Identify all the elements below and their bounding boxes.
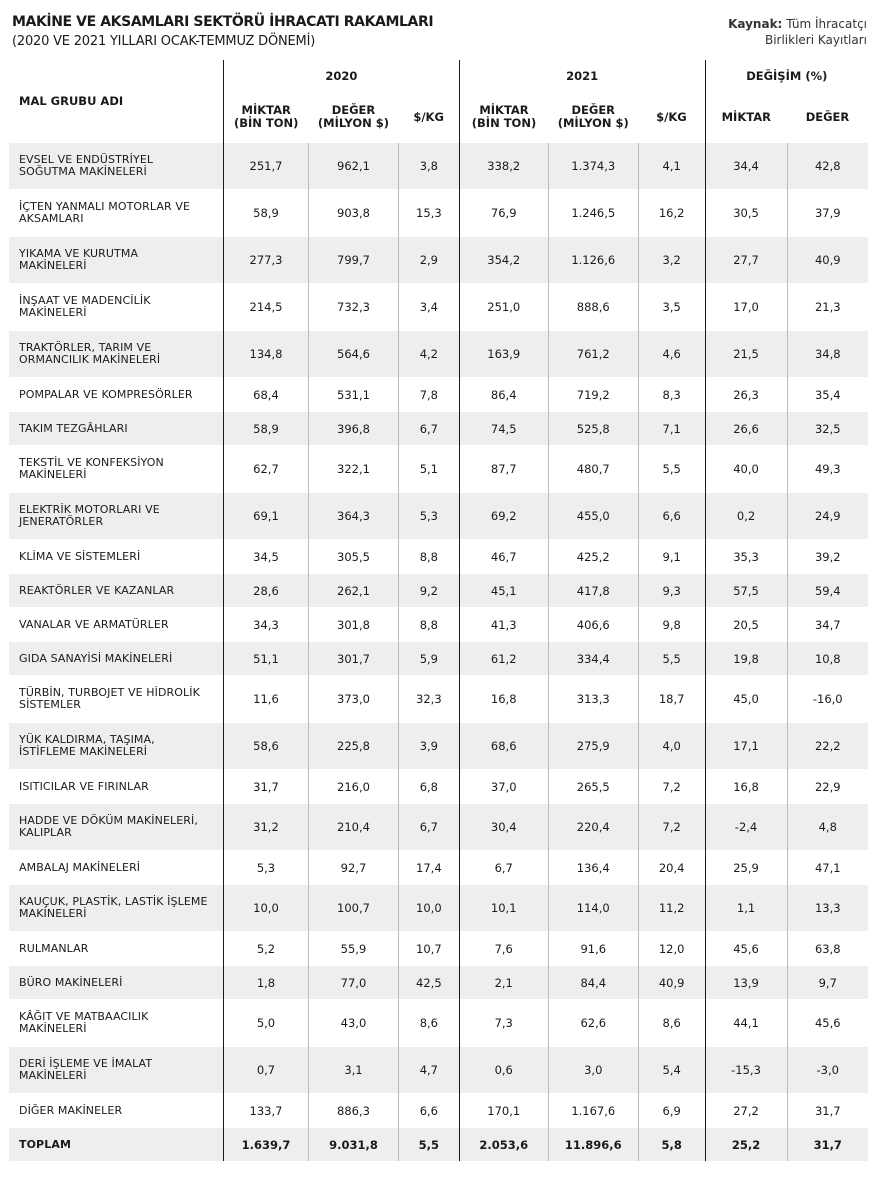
cell-d20: 799,7 xyxy=(308,237,398,284)
cell-d21: 425,2 xyxy=(548,540,638,574)
cell-d21: 62,6 xyxy=(548,1000,638,1047)
cell-d21: 1.167,6 xyxy=(548,1094,638,1128)
table-row xyxy=(9,885,868,932)
cell-cm: 57,5 xyxy=(705,574,787,608)
cell-m21: 76,9 xyxy=(459,190,548,237)
source-label: Kaynak: xyxy=(728,17,783,31)
cell-k21: 5,4 xyxy=(638,1047,705,1094)
cell-cd: 34,8 xyxy=(787,331,868,378)
cell-cd: 13,3 xyxy=(787,885,868,932)
cell-cm: 13,9 xyxy=(705,966,787,1000)
cell-cm: 16,8 xyxy=(705,770,787,804)
cell-cd: 24,9 xyxy=(787,493,868,540)
export-table xyxy=(9,60,868,1161)
cell-m20: 58,9 xyxy=(223,190,308,237)
cell-d21: 220,4 xyxy=(548,804,638,851)
cell-cm: 45,6 xyxy=(705,932,787,966)
cell-m20: 134,8 xyxy=(223,331,308,378)
cell-k20: 42,5 xyxy=(399,966,460,1000)
cell-d20: 364,3 xyxy=(308,493,398,540)
cell-cm: 26,6 xyxy=(705,412,787,446)
cell-k21: 8,3 xyxy=(638,378,705,412)
cell-m21: 10,1 xyxy=(459,885,548,932)
row-name: VANALAR VE ARMATÜRLER xyxy=(9,608,223,642)
table-row xyxy=(9,770,868,804)
cell-k20: 10,7 xyxy=(399,932,460,966)
row-name: POMPALAR VE KOMPRESÖRLER xyxy=(9,378,223,412)
cell-d20: 903,8 xyxy=(308,190,398,237)
cell-cm: -2,4 xyxy=(705,804,787,851)
cell-m21: 170,1 xyxy=(459,1094,548,1128)
cell-d21: 313,3 xyxy=(548,676,638,723)
cell-d20: 262,1 xyxy=(308,574,398,608)
cell-k21: 9,8 xyxy=(638,608,705,642)
cell-d21: 334,4 xyxy=(548,642,638,676)
cell-k20: 10,0 xyxy=(399,885,460,932)
cell-m20: 34,5 xyxy=(223,540,308,574)
cell-cd: 9,7 xyxy=(787,966,868,1000)
table-row xyxy=(9,190,868,237)
table-row xyxy=(9,642,868,676)
cell-d20: 210,4 xyxy=(308,804,398,851)
cell-cm: 17,1 xyxy=(705,723,787,770)
cell-k20: 8,8 xyxy=(399,540,460,574)
cell-d20: 564,6 xyxy=(308,331,398,378)
cell-cm: 1,1 xyxy=(705,885,787,932)
column-header-deger-2020: DEĞER (MİLYON $) xyxy=(317,103,390,130)
cell-d20: 92,7 xyxy=(308,851,398,885)
cell-cd: 22,9 xyxy=(787,770,868,804)
cell-cm: 17,0 xyxy=(705,284,787,331)
cell-k21: 4,0 xyxy=(638,723,705,770)
cell-cm: 35,3 xyxy=(705,540,787,574)
cell-d21: 761,2 xyxy=(548,331,638,378)
cell-cm: 21,5 xyxy=(705,331,787,378)
cell-d20: 396,8 xyxy=(308,412,398,446)
cell-k20: 3,8 xyxy=(399,143,460,190)
cell-d20: 373,0 xyxy=(308,676,398,723)
cell-k21: 7,2 xyxy=(638,770,705,804)
cell-m21: 61,2 xyxy=(459,642,548,676)
cell-k21: 9,1 xyxy=(638,540,705,574)
cell-cd: 47,1 xyxy=(787,851,868,885)
cell-d21: 719,2 xyxy=(548,378,638,412)
cell-k20: 6,7 xyxy=(399,804,460,851)
cell-cd: 10,8 xyxy=(787,642,868,676)
cell-cd: 39,2 xyxy=(787,540,868,574)
cell-cd: 63,8 xyxy=(787,932,868,966)
table-row xyxy=(9,378,868,412)
row-name: DİĞER MAKİNELER xyxy=(9,1094,223,1128)
total-cm: 25,2 xyxy=(705,1128,787,1162)
source-line2: Birlikleri Kayıtları xyxy=(764,33,867,47)
cell-k21: 5,5 xyxy=(638,642,705,676)
cell-m21: 7,3 xyxy=(459,1000,548,1047)
cell-cd: 32,5 xyxy=(787,412,868,446)
table-row xyxy=(9,851,868,885)
row-name: AMBALAJ MAKİNELERİ xyxy=(9,851,223,885)
cell-m21: 37,0 xyxy=(459,770,548,804)
cell-m21: 45,1 xyxy=(459,574,548,608)
cell-k20: 9,2 xyxy=(399,574,460,608)
cell-d21: 1.374,3 xyxy=(548,143,638,190)
column-header-perkg-2021: $/KG xyxy=(656,109,687,124)
row-name: TRAKTÖRLER, TARIM VE ORMANCILIK MAKİNELERİ xyxy=(9,331,223,378)
cell-k20: 3,9 xyxy=(399,723,460,770)
cell-cd: -16,0 xyxy=(787,676,868,723)
column-header-miktar-2021: MİKTAR (BİN TON) xyxy=(459,92,548,143)
table-row xyxy=(9,284,868,331)
cell-d21: 1.126,6 xyxy=(548,237,638,284)
table-row xyxy=(9,143,868,190)
cell-m20: 28,6 xyxy=(223,574,308,608)
cell-d20: 3,1 xyxy=(308,1047,398,1094)
cell-d20: 55,9 xyxy=(308,932,398,966)
cell-m21: 251,0 xyxy=(459,284,548,331)
cell-k20: 8,6 xyxy=(399,1000,460,1047)
row-name: EVSEL VE ENDÜSTRİYEL SOĞUTMA MAKİNELERİ xyxy=(9,143,223,190)
cell-d21: 136,4 xyxy=(548,851,638,885)
cell-cd: 34,7 xyxy=(787,608,868,642)
total-row xyxy=(9,1128,868,1162)
cell-d20: 100,7 xyxy=(308,885,398,932)
cell-m21: 46,7 xyxy=(459,540,548,574)
cell-k20: 6,6 xyxy=(399,1094,460,1128)
cell-k20: 5,9 xyxy=(399,642,460,676)
row-name: KÂĞIT VE MATBAACILIK MAKİNELERİ xyxy=(9,1000,223,1047)
row-name: YÜK KALDIRMA, TAŞIMA, İSTİFLEME MAKİNELERİ xyxy=(9,723,223,770)
cell-d21: 525,8 xyxy=(548,412,638,446)
cell-m21: 16,8 xyxy=(459,676,548,723)
cell-k20: 4,2 xyxy=(399,331,460,378)
cell-m20: 58,9 xyxy=(223,412,308,446)
cell-cm: 34,4 xyxy=(705,143,787,190)
cell-k21: 3,5 xyxy=(638,284,705,331)
table-row xyxy=(9,1094,868,1128)
cell-cd: 45,6 xyxy=(787,1000,868,1047)
cell-m21: 68,6 xyxy=(459,723,548,770)
cell-m20: 5,0 xyxy=(223,1000,308,1047)
column-header-change: DEĞİŞİM (%) xyxy=(705,60,868,92)
cell-d20: 43,0 xyxy=(308,1000,398,1047)
row-name: ISITICILAR VE FIRINLAR xyxy=(9,770,223,804)
cell-k20: 7,8 xyxy=(399,378,460,412)
row-name: İNŞAAT VE MADENCİLİK MAKİNELERİ xyxy=(9,284,223,331)
cell-cd: 37,9 xyxy=(787,190,868,237)
header xyxy=(0,0,877,60)
cell-m20: 0,7 xyxy=(223,1047,308,1094)
table-row xyxy=(9,723,868,770)
cell-m20: 1,8 xyxy=(223,966,308,1000)
column-header-miktar-2020: MİKTAR (BİN TON) xyxy=(223,92,308,143)
cell-cm: 45,0 xyxy=(705,676,787,723)
cell-k20: 5,3 xyxy=(399,493,460,540)
column-header-perkg-2020: $/KG xyxy=(413,109,444,124)
page-subtitle: (2020 VE 2021 YILLARI OCAK-TEMMUZ DÖNEMİ) xyxy=(12,34,316,49)
cell-m20: 62,7 xyxy=(223,446,308,493)
table-row xyxy=(9,676,868,723)
row-name: TÜRBİN, TURBOJET VE HİDROLİK SİSTEMLER xyxy=(9,676,223,723)
row-name: İÇTEN YANMALI MOTORLAR VE AKSAMLARI xyxy=(9,190,223,237)
cell-k21: 6,6 xyxy=(638,493,705,540)
cell-cd: 59,4 xyxy=(787,574,868,608)
column-header-deger-2021: DEĞER (MİLYON $) xyxy=(557,103,629,130)
table-row xyxy=(9,804,868,851)
column-header-2020: 2020 xyxy=(223,60,459,92)
table-row xyxy=(9,540,868,574)
column-header-2021: 2021 xyxy=(459,60,705,92)
row-name: GIDA SANAYİSİ MAKİNELERİ xyxy=(9,642,223,676)
cell-d21: 417,8 xyxy=(548,574,638,608)
cell-cm: 19,8 xyxy=(705,642,787,676)
cell-k21: 7,1 xyxy=(638,412,705,446)
cell-k20: 6,8 xyxy=(399,770,460,804)
cell-cm: 27,2 xyxy=(705,1094,787,1128)
cell-d21: 480,7 xyxy=(548,446,638,493)
cell-m20: 69,1 xyxy=(223,493,308,540)
cell-m20: 31,2 xyxy=(223,804,308,851)
cell-k21: 16,2 xyxy=(638,190,705,237)
cell-m21: 338,2 xyxy=(459,143,548,190)
cell-cd: 35,4 xyxy=(787,378,868,412)
table-row xyxy=(9,331,868,378)
cell-m20: 34,3 xyxy=(223,608,308,642)
cell-m20: 133,7 xyxy=(223,1094,308,1128)
row-name: YIKAMA VE KURUTMA MAKİNELERİ xyxy=(9,237,223,284)
total-cd: 31,7 xyxy=(787,1128,868,1162)
cell-d21: 275,9 xyxy=(548,723,638,770)
cell-d20: 322,1 xyxy=(308,446,398,493)
cell-m20: 10,0 xyxy=(223,885,308,932)
cell-k20: 3,4 xyxy=(399,284,460,331)
total-k21: 5,8 xyxy=(638,1128,705,1162)
cell-d21: 91,6 xyxy=(548,932,638,966)
cell-d20: 225,8 xyxy=(308,723,398,770)
table-row xyxy=(9,574,868,608)
row-name: ELEKTRİK MOTORLARI VE JENERATÖRLER xyxy=(9,493,223,540)
cell-d20: 962,1 xyxy=(308,143,398,190)
table-row xyxy=(9,446,868,493)
cell-k21: 4,1 xyxy=(638,143,705,190)
table-row xyxy=(9,493,868,540)
cell-d21: 888,6 xyxy=(548,284,638,331)
total-d20: 9.031,8 xyxy=(308,1128,398,1162)
table-row xyxy=(9,608,868,642)
cell-d20: 301,7 xyxy=(308,642,398,676)
cell-cd: 49,3 xyxy=(787,446,868,493)
cell-m20: 58,6 xyxy=(223,723,308,770)
cell-m21: 2,1 xyxy=(459,966,548,1000)
row-name: HADDE VE DÖKÜM MAKİNELERİ, KALIPLAR xyxy=(9,804,223,851)
cell-m21: 86,4 xyxy=(459,378,548,412)
table-row xyxy=(9,932,868,966)
row-name: TEKSTİL VE KONFEKSİYON MAKİNELERİ xyxy=(9,446,223,493)
cell-m20: 11,6 xyxy=(223,676,308,723)
cell-cd: 42,8 xyxy=(787,143,868,190)
cell-cm: 30,5 xyxy=(705,190,787,237)
cell-m21: 74,5 xyxy=(459,412,548,446)
total-m21: 2.053,6 xyxy=(459,1128,548,1162)
table-row xyxy=(9,1047,868,1094)
cell-m20: 277,3 xyxy=(223,237,308,284)
cell-k21: 40,9 xyxy=(638,966,705,1000)
cell-m20: 5,2 xyxy=(223,932,308,966)
cell-m21: 7,6 xyxy=(459,932,548,966)
cell-k21: 7,2 xyxy=(638,804,705,851)
column-header-group: MAL GRUBU ADI xyxy=(19,94,124,108)
row-name: RULMANLAR xyxy=(9,932,223,966)
cell-k20: 32,3 xyxy=(399,676,460,723)
total-m20: 1.639,7 xyxy=(223,1128,308,1162)
cell-k21: 12,0 xyxy=(638,932,705,966)
cell-d20: 531,1 xyxy=(308,378,398,412)
cell-d21: 1.246,5 xyxy=(548,190,638,237)
cell-k21: 9,3 xyxy=(638,574,705,608)
cell-cm: 40,0 xyxy=(705,446,787,493)
source-line1: Tüm İhracatçı xyxy=(786,17,867,31)
cell-cm: 26,3 xyxy=(705,378,787,412)
cell-cm: -15,3 xyxy=(705,1047,787,1094)
cell-m20: 5,3 xyxy=(223,851,308,885)
column-header-change-miktar: MİKTAR xyxy=(705,92,787,143)
page-title: MAKİNE VE AKSAMLARI SEKTÖRÜ İHRACATI RAKAMLARI xyxy=(12,14,434,30)
cell-k21: 11,2 xyxy=(638,885,705,932)
cell-m20: 51,1 xyxy=(223,642,308,676)
cell-k20: 6,7 xyxy=(399,412,460,446)
cell-k21: 20,4 xyxy=(638,851,705,885)
cell-d20: 732,3 xyxy=(308,284,398,331)
source-note xyxy=(728,16,867,48)
cell-k21: 4,6 xyxy=(638,331,705,378)
total-d21: 11.896,6 xyxy=(548,1128,638,1162)
cell-cd: 4,8 xyxy=(787,804,868,851)
cell-d20: 305,5 xyxy=(308,540,398,574)
cell-m20: 251,7 xyxy=(223,143,308,190)
table-row xyxy=(9,412,868,446)
cell-k21: 8,6 xyxy=(638,1000,705,1047)
cell-d21: 265,5 xyxy=(548,770,638,804)
cell-cd: 31,7 xyxy=(787,1094,868,1128)
cell-cd: 40,9 xyxy=(787,237,868,284)
cell-cm: 25,9 xyxy=(705,851,787,885)
row-name: REAKTÖRLER VE KAZANLAR xyxy=(9,574,223,608)
cell-m20: 68,4 xyxy=(223,378,308,412)
cell-m21: 6,7 xyxy=(459,851,548,885)
total-label: TOPLAM xyxy=(9,1128,223,1162)
cell-k21: 5,5 xyxy=(638,446,705,493)
cell-d21: 84,4 xyxy=(548,966,638,1000)
cell-k20: 17,4 xyxy=(399,851,460,885)
cell-cm: 27,7 xyxy=(705,237,787,284)
cell-m20: 214,5 xyxy=(223,284,308,331)
table-row xyxy=(9,1000,868,1047)
cell-k21: 3,2 xyxy=(638,237,705,284)
row-name: KLİMA VE SİSTEMLERİ xyxy=(9,540,223,574)
column-header-change-deger: DEĞER xyxy=(805,109,850,124)
table-row xyxy=(9,237,868,284)
cell-cd: -3,0 xyxy=(787,1047,868,1094)
cell-d21: 114,0 xyxy=(548,885,638,932)
cell-d20: 77,0 xyxy=(308,966,398,1000)
cell-d20: 216,0 xyxy=(308,770,398,804)
row-name: TAKIM TEZGÂHLARI xyxy=(9,412,223,446)
cell-m21: 41,3 xyxy=(459,608,548,642)
cell-k20: 5,1 xyxy=(399,446,460,493)
row-name: BÜRO MAKİNELERİ xyxy=(9,966,223,1000)
cell-m21: 87,7 xyxy=(459,446,548,493)
cell-cd: 22,2 xyxy=(787,723,868,770)
cell-cd: 21,3 xyxy=(787,284,868,331)
cell-m20: 31,7 xyxy=(223,770,308,804)
cell-k21: 18,7 xyxy=(638,676,705,723)
cell-cm: 44,1 xyxy=(705,1000,787,1047)
cell-d21: 406,6 xyxy=(548,608,638,642)
cell-d21: 455,0 xyxy=(548,493,638,540)
row-name: DERİ İŞLEME VE İMALAT MAKİNELERİ xyxy=(9,1047,223,1094)
cell-k20: 15,3 xyxy=(399,190,460,237)
cell-k20: 2,9 xyxy=(399,237,460,284)
cell-m21: 0,6 xyxy=(459,1047,548,1094)
cell-m21: 354,2 xyxy=(459,237,548,284)
cell-cm: 20,5 xyxy=(705,608,787,642)
total-k20: 5,5 xyxy=(399,1128,460,1162)
cell-k21: 6,9 xyxy=(638,1094,705,1128)
cell-d21: 3,0 xyxy=(548,1047,638,1094)
cell-k20: 4,7 xyxy=(399,1047,460,1094)
table-row xyxy=(9,966,868,1000)
cell-m21: 163,9 xyxy=(459,331,548,378)
cell-m21: 69,2 xyxy=(459,493,548,540)
cell-m21: 30,4 xyxy=(459,804,548,851)
row-name: KAUÇUK, PLASTİK, LASTİK İŞLEME MAKİNELERİ xyxy=(9,885,223,932)
cell-d20: 301,8 xyxy=(308,608,398,642)
cell-d20: 886,3 xyxy=(308,1094,398,1128)
cell-k20: 8,8 xyxy=(399,608,460,642)
cell-cm: 0,2 xyxy=(705,493,787,540)
